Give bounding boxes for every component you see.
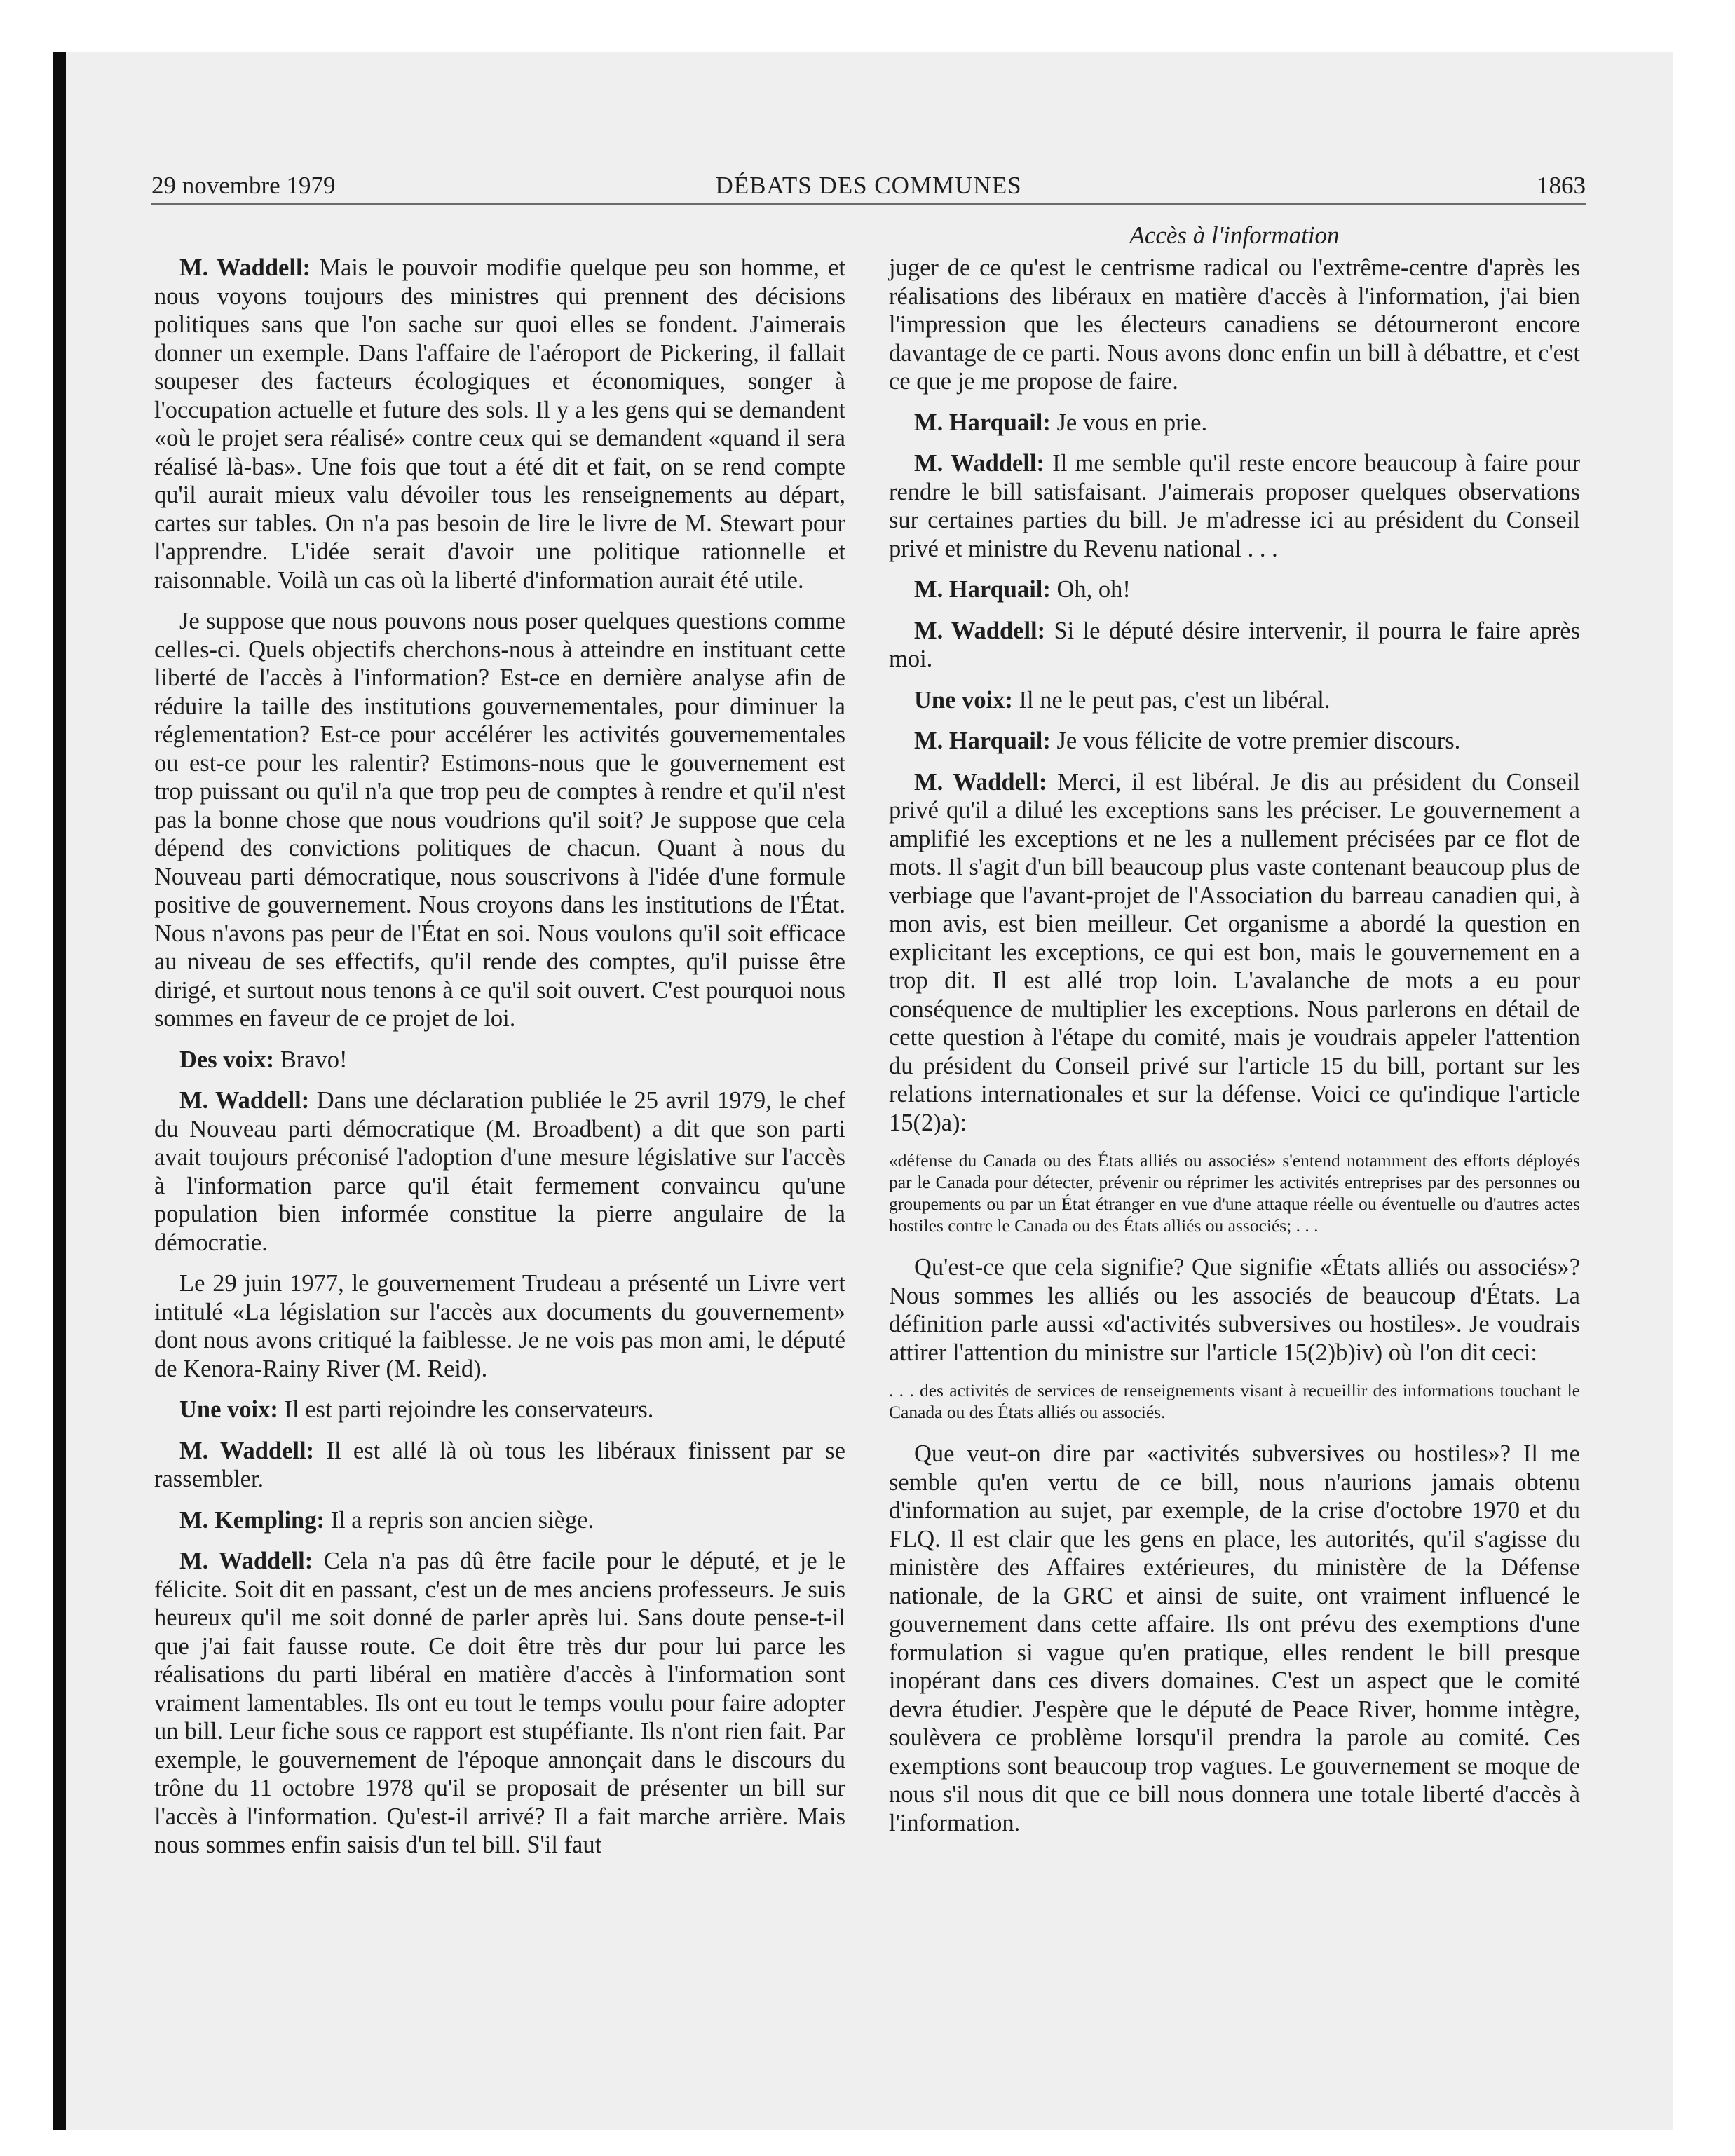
paragraph-text: Il a repris son ancien siège. — [330, 1506, 594, 1534]
paragraph-text: Merci, il est libéral. Je dis au président du Conseil privé qu'il a dilué les exceptions sans les préciser. Le gouvernement a amplifié les exceptions et ne les a nullement précisées par ce flot de mots. Il s'agit d'un bill beaucoup plus vaste contenant beaucoup plus de verbiage que l'avant-projet de l'Association du barreau canadien qui, à mon avis, est bien meilleur. Cet organisme a abordé la question en explicitant les exceptions, ce qui est bon, mais le gouvernement en a trop dit. Il est allé trop loin. L'avalanche de mots a eu pour conséquence de multiplier les exceptions. Nous parlerons en détail de cette question à l'étape du comité, mais je voudrais appeler l'attention du président du Conseil privé sur l'article 15 du bill, portant sur les relations internationales et sur la défense. Voici ce qu'indique l'article 15(2)a): — [889, 768, 1581, 1136]
paragraph — [154, 1086, 845, 1257]
paragraph — [154, 1506, 845, 1535]
paragraph-text: Qu'est-ce que cela signifie? Que signifie «États alliés ou associés»? Nous sommes les alliés ou les associés de beaucoup d'États. La définition parle aussi «d'activités subversives ou hostiles». Je voudrais attirer l'attention du ministre sur l'article 15(2)b)iv) où l'on dit ceci: — [889, 1254, 1580, 1366]
speaker-name: Une voix: — [914, 686, 1013, 714]
paragraph-text: Si le député désire intervenir, il pourra le faire après moi. — [889, 617, 1580, 672]
speaker-name: M. Kempling: — [179, 1506, 325, 1534]
speaker-name: M. Waddell: — [914, 450, 1045, 477]
paragraph — [154, 254, 845, 594]
paragraph — [154, 1396, 845, 1424]
paragraph — [154, 1046, 845, 1074]
paragraph-text: Il est allé là où tous les libéraux finissent par se rassembler. — [154, 1437, 845, 1492]
paragraph — [889, 575, 1580, 604]
speaker-name: M. Waddell: — [179, 1437, 315, 1464]
paragraph-text: Il ne le peut pas, c'est un libéral. — [1019, 686, 1331, 714]
paragraph — [154, 1269, 845, 1383]
paragraph — [889, 1440, 1580, 1837]
running-subheading: Accès à l'information — [1129, 221, 1340, 249]
paragraph — [889, 254, 1580, 396]
paragraph-text: Le 29 juin 1977, le gouvernement Trudeau a présenté un Livre vert intitulé «La législation sur l'accès aux documents du gouvernement» dont nous avons critiqué la faiblesse. Je ne vois pas mon ami, le député de Kenora-Rainy River (M. Reid). — [154, 1270, 845, 1382]
speaker-name: M. Waddell: — [179, 254, 311, 281]
speaker-name: M. Harquail: — [914, 409, 1051, 436]
paragraph-text: Il me semble qu'il reste encore beaucoup à faire pour rendre le bill satisfaisant. J'aimerais proposer quelques observations sur certaines parties du bill. Je m'adresse ici au président du Conseil privé et ministre du Revenu national . . . — [889, 450, 1581, 562]
paragraph — [889, 686, 1580, 715]
scan-binding-edge — [53, 52, 66, 2130]
paragraph — [889, 617, 1580, 674]
speaker-name: Des voix: — [179, 1046, 275, 1073]
paragraph — [889, 727, 1580, 756]
paragraph-text: Je vous félicite de votre premier discours. — [1056, 728, 1461, 754]
header-page-number: 1863 — [1537, 172, 1586, 199]
paragraph-text: Dans une déclaration publiée le 25 avril 1979, le chef du Nouveau parti démocratique (M. Broadbent) a dit que son parti avait toujours préconisé l'adoption d'une mesure législative sur l'accès à l'information parce qu'il était fermement convaincu qu'une population bien informée constitue la pierre angulaire de la démocratie. — [154, 1087, 846, 1256]
paragraph — [154, 1437, 845, 1494]
paragraph-text: Que veut-on dire par «activités subversives ou hostiles»? Il me semble qu'en vertu de ce bill, nous n'aurions jamais obtenu d'information au sujet, par exemple, de la crise d'octobre 1970 et du FLQ. Il est clair que les gens en place, les autorités, qu'il s'agisse du ministère des Affaires extérieures, du ministère de la Défense nationale, de la GRC et ainsi de suite, ont vraiment influencé le gouvernement dans cette affaire. Ils ont prévu des exemptions d'une formulation si vague qu'en pratique, elles rendent le bill presque inopérant dans ces divers domaines. C'est un aspect que le comité devra étudier. J'espère que le député de Peace River, homme intègre, soulèvera ce problème lorsqu'il prendra la parole au comité. Ces exemptions sont beaucoup trop vagues. Le gouvernement se moque de nous s'il nous dit que ce bill nous donnera une totale liberté d'accès à l'information. — [889, 1440, 1580, 1836]
speaker-name: M. Waddell: — [914, 617, 1046, 644]
right-column — [889, 254, 1580, 1850]
speaker-name: M. Waddell: — [179, 1087, 310, 1114]
paragraph-text: Cela n'a pas dû être facile pour le député, et je le félicite. Soit dit en passant, c'est un de mes anciens professeurs. Je suis heureux qu'il me soit donné de parler après lui. Sans doute pense-t-il que j'ai fait fausse route. Ce doit être très dur pour lui parce les réalisations du parti libéral en matière d'accès à l'information sont vraiment lamentables. Ils ont eu tout le temps voulu pour faire adopter un bill. Leur fiche sous ce rapport est stupéfiante. Ils n'ont rien fait. Par exemple, le gouvernement de l'époque annonçait dans le discours du trône du 11 octobre 1978 qu'il se proposait de présenter un bill sur l'accès à l'information. Qu'est-il arrivé? Il a fait marche arrière. Mais nous sommes enfin saisis d'un tel bill. S'il faut — [154, 1548, 846, 1858]
paragraph — [889, 1253, 1580, 1367]
header-title: DÉBATS DES COMMUNES — [715, 172, 1022, 199]
block-quote: «défense du Canada ou des États alliés ou associés» s'entend notamment des efforts déployés par le Canada pour détecter, prévenir ou réprimer les activités entreprises par des personnes ou groupements ou par un État étranger en vue d'une attaque réelle ou éventuelle ou d'autres actes hostiles contre le Canada ou des États alliés ou associés; . . . — [889, 1150, 1580, 1236]
speaker-name: Une voix: — [179, 1396, 278, 1423]
paragraph-text: Il est parti rejoindre les conservateurs. — [284, 1396, 654, 1423]
paragraph-text: juger de ce qu'est le centrisme radical ou l'extrême-centre d'après les réalisations des libéraux en matière d'accès à l'information, j'ai bien l'impression que les électeurs canadiens se détourneront encore davantage de ce parti. Nous avons donc enfin un bill à débattre, et c'est ce que je me propose de faire. — [889, 254, 1580, 395]
block-quote: . . . des activités de services de renseignements visant à recueillir des informations touchant le Canada ou des États alliés ou associés. — [889, 1380, 1580, 1422]
paragraph — [154, 1547, 845, 1860]
speaker-name: M. Waddell: — [914, 768, 1047, 796]
speaker-name: M. Harquail: — [914, 576, 1051, 603]
paragraph-text: Je suppose que nous pouvons nous poser quelques questions comme celles-ci. Quels objectifs cherchons-nous à atteindre en instituant cette liberté de l'accès à l'information? Est-ce en dernière analyse afin de réduire la taille des institutions gouvernementales, pour diminuer la réglementation? Est-ce pour accélérer les activités gouvernementales ou est-ce pour les ralentir? Estimons-nous que le gouvernement est trop puissant ou qu'il n'a que trop peu de comptes à rendre et qu'il n'est pas la bonne chose que nous voudrions qu'il soit? Je suppose que cela dépend des convictions politiques de chacun. Quant à nous du Nouveau parti démocratique, nous souscrivons à l'idée d'une formule positive de gouvernement. Nous croyons dans les institutions de l'État. Nous n'avons pas peur de l'État en soi. Nous voulons qu'il soit efficace au niveau de ses effectifs, qu'il rende des comptes, qu'il puisse être dirigé, et surtout nous tenons à ce qu'il soit ouvert. C'est pourquoi nous sommes en faveur de ce projet de loi. — [154, 608, 845, 1032]
paragraph — [889, 409, 1580, 437]
speaker-name: M. Waddell: — [179, 1548, 313, 1574]
paragraph — [889, 449, 1580, 563]
paragraph-text: Bravo! — [280, 1046, 348, 1073]
paragraph — [889, 768, 1580, 1138]
left-column — [154, 254, 845, 1872]
paragraph — [154, 607, 845, 1033]
speaker-name: M. Harquail: — [914, 728, 1051, 754]
header-date: 29 novembre 1979 — [151, 172, 336, 199]
page-header — [151, 168, 1586, 205]
paragraph-text: Je vous en prie. — [1056, 409, 1208, 436]
paragraph-text: Mais le pouvoir modifie quelque peu son homme, et nous voyons toujours des ministres qui prennent des décisions politiques sans que l'on sache sur quoi elles se fondent. J'aimerais donner un exemple. Dans l'affaire de l'aéroport de Pickering, il fallait soupeser des facteurs écologiques et économiques, songer à l'occupation actuelle et future des sols. Il y a les gens qui se demandent «où le projet sera réalisé» contre ceux qui se demandent «quand il sera réalisé là-bas». Une fois que tout a été dit et fait, on se rend compte qu'il aurait mieux valu dévoiler tous les renseignements au départ, cartes sur tables. On n'a pas besoin de lire le livre de M. Stewart pour l'apprendre. L'idée serait d'avoir une politique rationnelle et raisonnable. Voilà un cas où la liberté d'information aurait été utile. — [154, 254, 845, 594]
paragraph-text: Oh, oh! — [1056, 576, 1131, 603]
